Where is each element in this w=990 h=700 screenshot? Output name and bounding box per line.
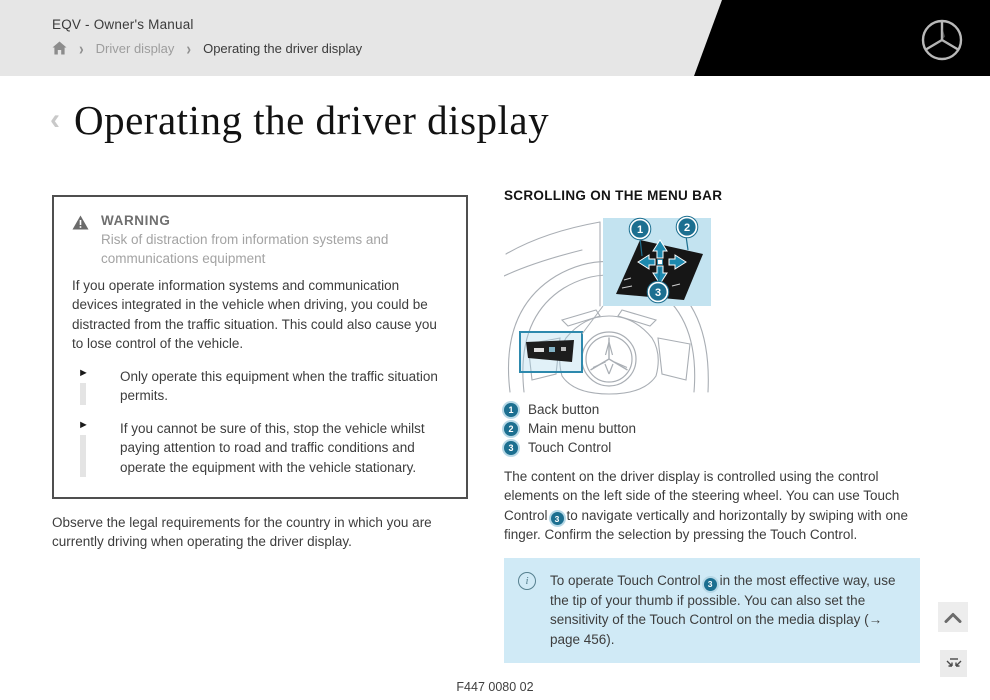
- legend-number-badge: 1: [504, 403, 518, 417]
- legend-number-badge: 3: [504, 441, 518, 455]
- legend-label: Back button: [528, 402, 600, 417]
- breadcrumb-item-current: Operating the driver display: [203, 40, 363, 56]
- bullet-arrow-icon: ►: [78, 366, 89, 379]
- warning-title: WARNING: [101, 213, 171, 228]
- steering-wheel-illustration: [504, 214, 714, 395]
- legend-label: Touch Control: [528, 440, 612, 455]
- warning-bullets: [72, 367, 448, 477]
- warning-head: [72, 213, 448, 268]
- bullet-arrow-icon: ►: [78, 419, 89, 432]
- mercedes-logo-icon: [920, 18, 964, 67]
- warning-triangle-icon: [72, 215, 89, 268]
- breadcrumb-separator-icon: ›: [186, 38, 192, 58]
- breadcrumb-item-driver-display[interactable]: Driver display: [95, 40, 175, 56]
- touch-control-paragraph: [504, 467, 920, 544]
- info-box: [504, 558, 920, 662]
- legend-number-badge: 2: [504, 422, 518, 436]
- back-chevron-icon[interactable]: ‹: [50, 103, 60, 136]
- legend: [504, 402, 920, 455]
- title-row: [50, 96, 549, 144]
- info-text-part: in the most effective way, use the tip of your thumb if possible. You can also set the sensitivity of the Touch Control on the media display (→ page 456).: [550, 573, 896, 647]
- legal-note: Observe the legal requirements for the country in which you are currently driving when operating the driver display.: [52, 514, 432, 549]
- callout-3: 3: [654, 287, 662, 299]
- bullet-text: Only operate this equipment when the traffic situation permits.: [120, 368, 438, 404]
- callout-2: 2: [683, 222, 691, 234]
- breadcrumb-separator-icon: ›: [79, 38, 84, 58]
- page-jump-button[interactable]: [940, 650, 967, 677]
- list-item: [72, 367, 448, 405]
- callout-1: 1: [636, 224, 644, 236]
- page-jump-icon: [946, 657, 962, 671]
- info-text-part: To operate Touch Control: [550, 573, 701, 589]
- warning-body: If you operate information systems and communication devices integrated in the vehicle when driving, you could be distracted from the traffic situation. This could also cause you to lose control of the vehicle.: [72, 278, 437, 351]
- bullet-marker: [72, 367, 120, 405]
- chevron-up-icon: [944, 612, 962, 623]
- right-column: [504, 188, 920, 663]
- info-text: [550, 571, 906, 648]
- bullet-text: If you cannot be sure of this, stop the vehicle whilst paying attention to road and traffic conditions and operate the equipment with the vehicle stationary.: [120, 421, 425, 475]
- figure-code: F447 0080 02: [456, 680, 534, 694]
- header: [0, 0, 990, 76]
- manual-title: EQV - Owner's Manual: [52, 17, 194, 32]
- paragraph-text: to navigate vertically and horizontally by swiping with one finger. Confirm the selection by pressing the Touch Control.: [504, 507, 908, 543]
- home-icon[interactable]: [52, 41, 67, 55]
- legend-label: Main menu button: [528, 421, 637, 436]
- warning-subtitle: Risk of distraction from information systems and communications equipment: [101, 232, 389, 267]
- left-column: [52, 195, 468, 551]
- paragraph-text: The content on the driver display is controlled using the control elements on the left side of the steering wheel. You can use Touch Control: [504, 469, 900, 523]
- list-item: [504, 402, 920, 417]
- bullet-bar: [80, 435, 86, 476]
- scroll-to-top-button[interactable]: [938, 602, 968, 632]
- bullet-marker: [72, 419, 120, 476]
- inline-number-badge: 3: [704, 578, 717, 591]
- list-item: [504, 440, 920, 455]
- list-item: [504, 421, 920, 436]
- bullet-bar: [80, 383, 86, 405]
- warning-box: [52, 195, 468, 499]
- list-item: [72, 419, 448, 476]
- warning-head-text: [101, 213, 448, 268]
- info-icon: i: [518, 572, 536, 590]
- page-title: Operating the driver display: [74, 97, 550, 143]
- inline-number-badge: 3: [551, 512, 564, 525]
- breadcrumb: [52, 40, 362, 56]
- section-heading: SCROLLING ON THE MENU BAR: [504, 188, 723, 203]
